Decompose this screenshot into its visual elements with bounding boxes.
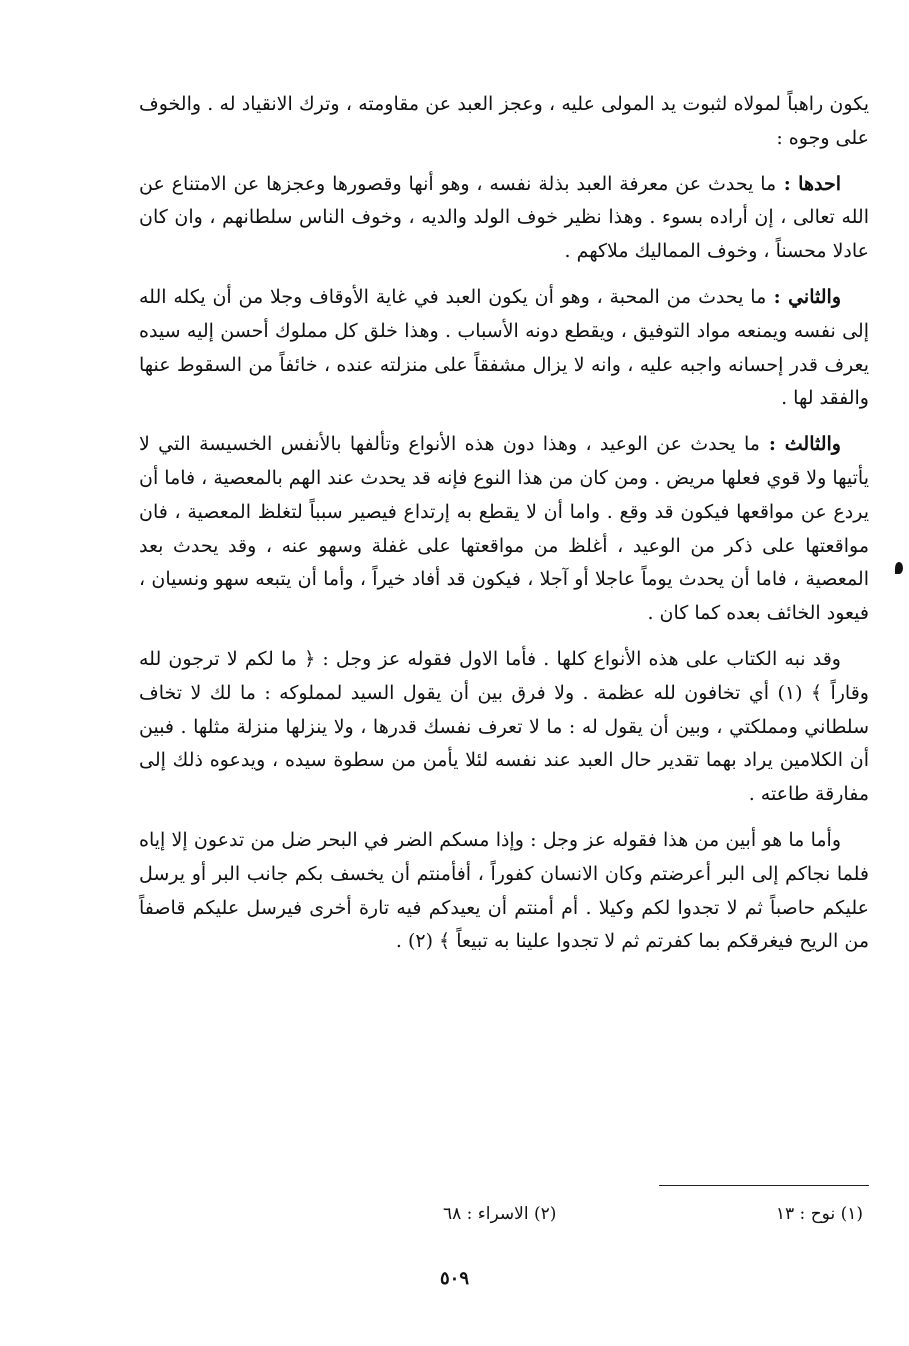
paragraph-text: ما يحدث عن معرفة العبد بذلة نفسه ، وهو أنها وقصورها وعجزها عن الامتناع عن الله تعالى ، إن أراده بسوء . وهذا نظير خوف الولد والديه ، وخوف الناس سلطانهم ، وان كان عادلا محسناً ، وخوف المماليك ملاكهم . bbox=[139, 172, 869, 263]
paragraph-text: وقد نبه الكتاب على هذه الأنواع كلها . فأما الاول فقوله عز وجل : ﴿ ما لكم لا ترجون لله وقاراً ﴾ (١) أي تخافون لله عظمة . ولا فرق بين أن يقول السيد لمملوكه : ما لك لا تخاف سلطاني ومملكتي ، وبين أن يقول له : ما لا تعرف نفسك قدرها ، ولا ينزلها منزلة مثلها . فبين أن الكلامين يراد بهما تقدير حال العبد عند نفسه لئلا يأمن من سطوة سيده ، ويدعوه ذلك إلى مفارقة طاعته . bbox=[139, 647, 869, 806]
paragraph bbox=[139, 824, 869, 959]
footnote-separator bbox=[659, 1185, 869, 1186]
paragraph bbox=[139, 88, 869, 156]
paragraph-text: يكون راهباً لمولاه لثبوت يد المولى عليه ، وعجز العبد عن مقاومته ، وترك الانقياد له . والخوف على وجوه : bbox=[139, 93, 869, 149]
paragraph-lead: والثالث : bbox=[759, 433, 841, 456]
footnote: (٢) الاسراء : ٦٨ bbox=[443, 1204, 557, 1224]
page-number: ٥٠٩ bbox=[439, 1268, 469, 1289]
paragraph-lead: والثاني : bbox=[766, 285, 841, 308]
body-text bbox=[139, 88, 869, 971]
paragraph bbox=[139, 281, 869, 416]
paragraph-text: ما يحدث من المحبة ، وهو أن يكون العبد في غاية الأوقاف وجلا من أن يكله الله إلى نفسه ويمنعه مواد التوفيق ، ويقطع دونه الأسباب . وهذا خلق كل مملوك أحسن إليه سيده يعرف قدر إحسانه واجبه عليه ، وانه لا يزال مشفقاً على منزلته عنده ، خائفاً من السقوط عنها والفقد لها . bbox=[139, 285, 869, 410]
margin-mark bbox=[895, 562, 903, 574]
paragraph bbox=[139, 428, 869, 631]
footnotes bbox=[443, 1202, 863, 1226]
paragraph-lead: احدها : bbox=[776, 172, 841, 195]
footnote: (١) نوح : ١٣ bbox=[775, 1204, 863, 1224]
paragraph-text: ما يحدث عن الوعيد ، وهذا دون هذه الأنواع وتألفها بالأنفس الخسيسة التي لا يأتيها ولا قوي فعلها مريض . ومن كان من هذا النوع فإنه قد يحدث عند الهم بالمعصية ، فاما أن يردع عن مواقعها فيكون قد وقع . واما أن لا يقطع به إرتداع فيصير سبباً لتغلظ المعصية ، فان مواقعتها على ذكر من الوعيد ، أغلظ من مواقعتها على غفلة وسهو عنه ، وقد يحدث بعد المعصية ، فاما أن يحدث يوماً عاجلا أو آجلا ، فيكون قد أفاد خيراً ، وأما أن يتبعه سهو ونسيان ، فيعود الخائف بعده كما كان . bbox=[139, 433, 869, 625]
paragraph bbox=[139, 643, 869, 812]
paragraph bbox=[139, 168, 869, 269]
paragraph-text: وأما ما هو أبين من هذا فقوله عز وجل : وإذا مسكم الضر في البحر ضل من تدعون إلا إياه فلما نجاكم إلى البر أعرضتم وكان الانسان كفوراً ، أفأمنتم أن يخسف بكم جانب البر أو يرسل عليكم حاصباً ثم لا تجدوا لكم وكيلا . أم أمنتم أن يعيدكم فيه تارة أخرى فيرسل عليكم قاصفاً من الريح فيغرقكم بما كفرتم ثم لا تجدوا علينا به تبيعاً ﴾ (٢) . bbox=[139, 828, 869, 953]
